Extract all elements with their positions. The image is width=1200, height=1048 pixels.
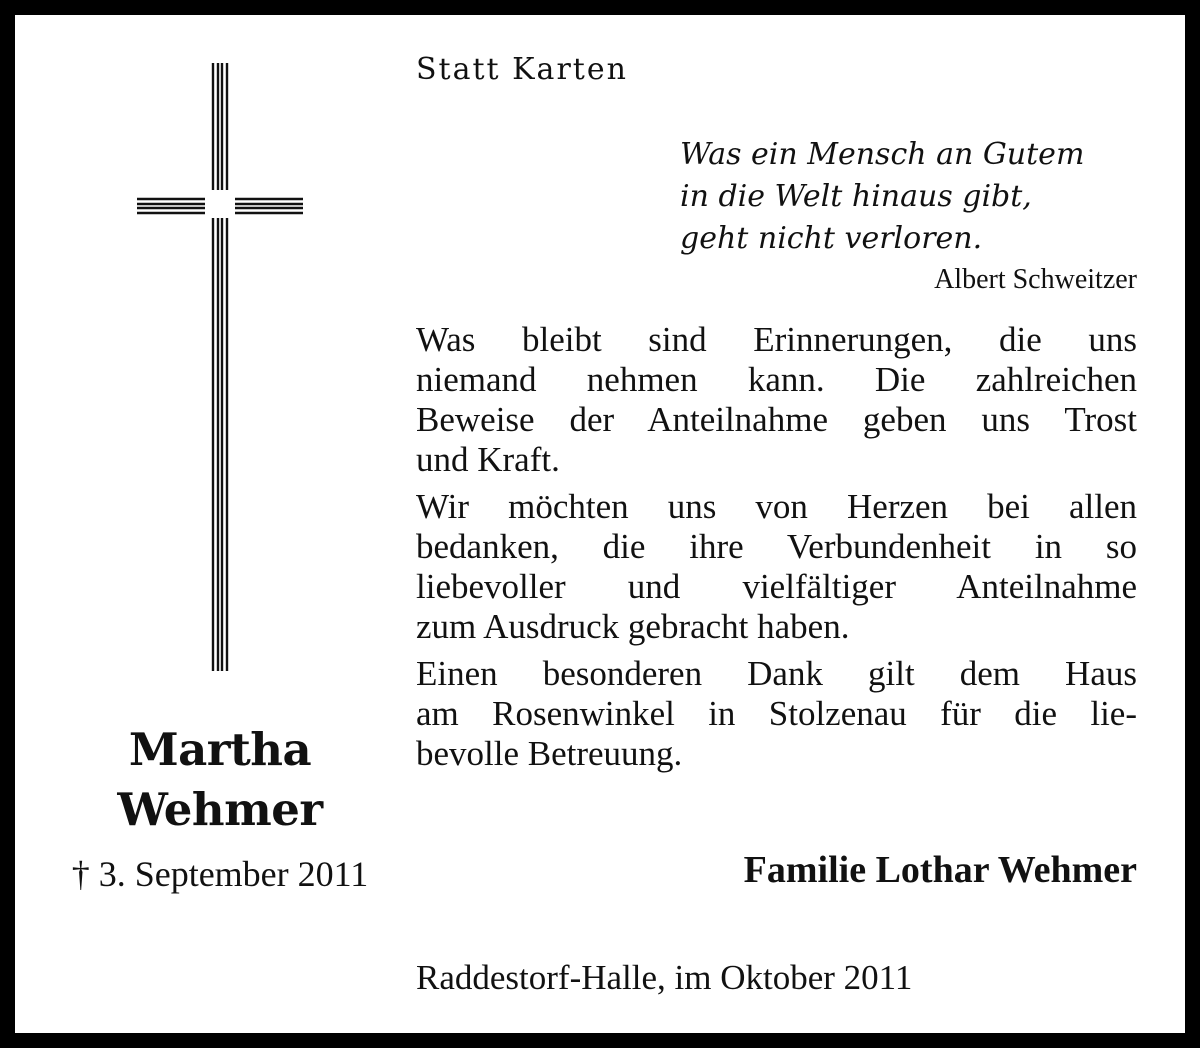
quote-line: Was ein Mensch an Gutem xyxy=(680,137,1085,172)
header-text: Statt Karten xyxy=(416,52,628,87)
paragraph-line: Beweise der Anteilnahme geben uns Trost xyxy=(416,400,1137,439)
paragraph-line: und Kraft. xyxy=(416,440,560,479)
paragraph xyxy=(416,654,1137,774)
paragraph-line: Was bleibt sind Erinnerungen, die uns xyxy=(416,320,1137,359)
paragraph xyxy=(416,487,1137,647)
quote-author: Albert Schweitzer xyxy=(934,264,1137,295)
deceased-name xyxy=(40,720,400,840)
cross-icon xyxy=(137,63,303,671)
family-signature: Familie Lothar Wehmer xyxy=(743,849,1137,891)
quote-line: geht nicht verloren. xyxy=(680,221,983,256)
paragraph-line: am Rosenwinkel in Stolzenau für die lie- xyxy=(416,694,1137,733)
paragraph-line: bedanken, die ihre Verbundenheit in so xyxy=(416,527,1137,566)
paragraph-line: zum Ausdruck gebracht haben. xyxy=(416,607,850,646)
deceased-last-name: Wehmer xyxy=(117,783,323,836)
paragraph-line: Einen besonderen Dank gilt dem Haus xyxy=(416,654,1137,693)
paragraph-line: liebevoller und vielfältiger Anteilnahme xyxy=(416,567,1137,606)
death-date: † 3. September 2011 xyxy=(71,854,369,894)
quote-line: in die Welt hinaus gibt, xyxy=(680,179,1032,214)
paragraph xyxy=(416,320,1137,480)
place-date: Raddestorf-Halle, im Oktober 2011 xyxy=(416,958,913,997)
paragraph-line: Wir möchten uns von Herzen bei allen xyxy=(416,487,1137,526)
deceased-first-name: Martha xyxy=(128,723,312,776)
paragraph-line: niemand nehmen kann. Die zahlreichen xyxy=(416,360,1137,399)
paragraph-line: bevolle Betreuung. xyxy=(416,734,683,773)
quote xyxy=(680,134,1150,260)
message-body xyxy=(416,320,1137,781)
